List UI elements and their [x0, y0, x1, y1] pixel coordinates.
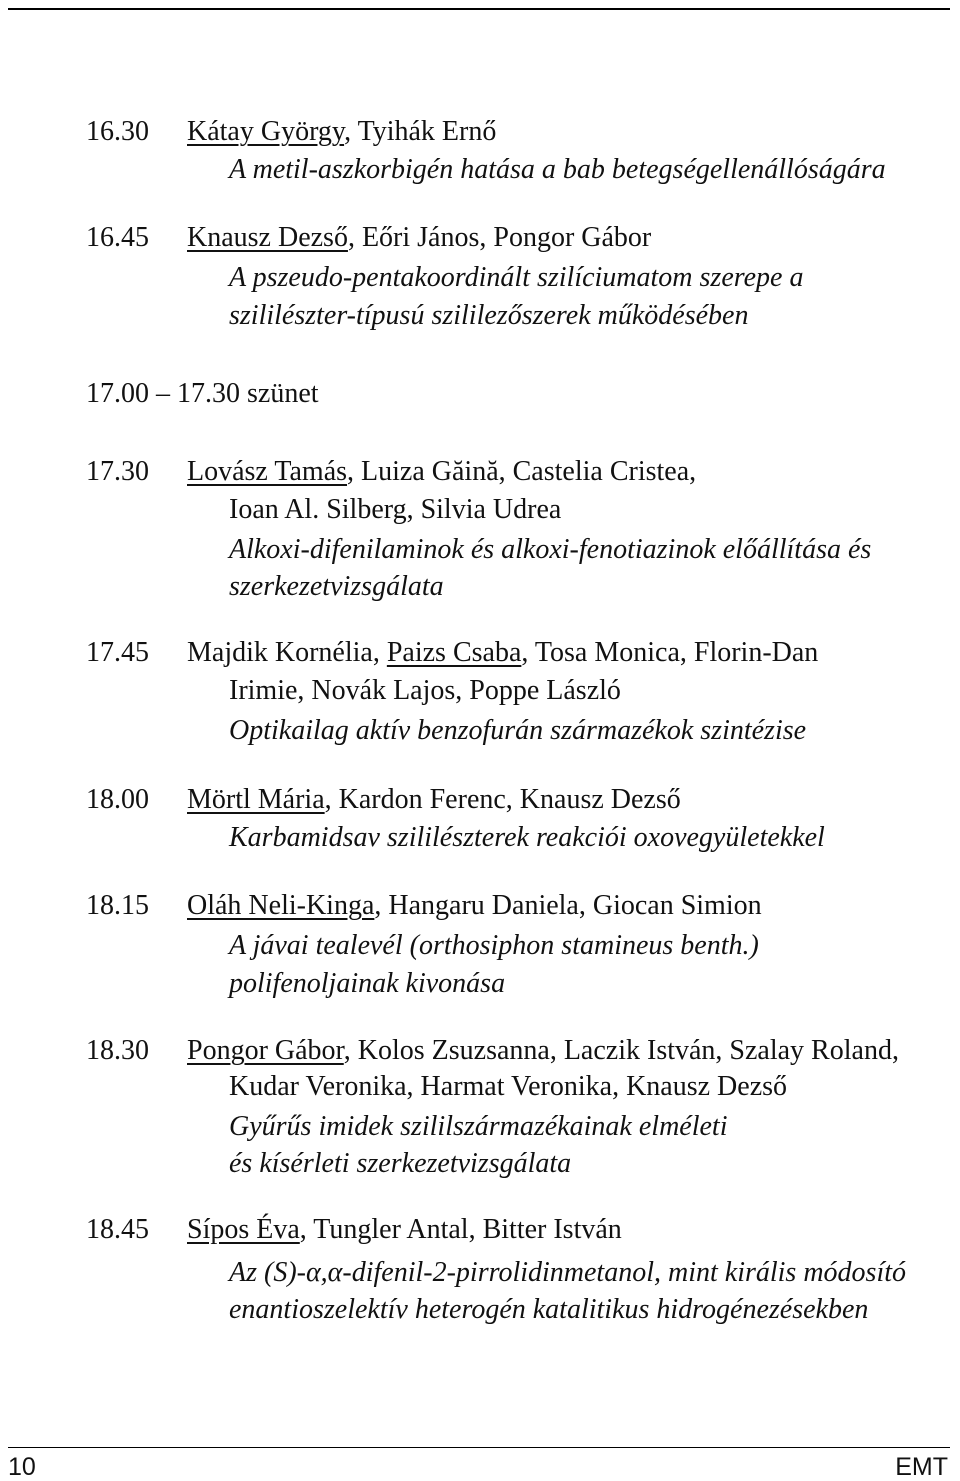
- page-number: 10: [8, 1453, 36, 1481]
- talk-title: A metil-aszkorbigén hatása a bab betegségellenállóságára: [229, 154, 886, 185]
- session-time: 16.30: [86, 116, 149, 147]
- presenter-name: Lovász Tamás: [187, 456, 348, 487]
- coauthors: Majdik Kornélia,: [187, 637, 387, 668]
- top-rule: [8, 8, 950, 10]
- coauthors: , Hangaru Daniela, Giocan Simion: [374, 890, 762, 921]
- talk-title: és kísérleti szerkezetvizsgálata: [229, 1148, 572, 1179]
- session-authors: [187, 1035, 899, 1067]
- presenter-name: Paizs Csaba: [386, 637, 522, 668]
- coauthors: , Tyihák Ernő: [344, 116, 497, 147]
- talk-title: szililészter-típusú szililezőszerek működésében: [229, 300, 749, 331]
- talk-title: Alkoxi-difenilaminok és alkoxi-fenotiazinok előállítása és: [229, 534, 872, 565]
- coauthors-continued: Kudar Veronika, Harmat Veronika, Knausz Dezső: [229, 1071, 788, 1102]
- session-time: 18.00: [86, 784, 149, 815]
- publisher-label: EMT: [895, 1453, 948, 1481]
- talk-title: Gyűrűs imidek szililszármazékainak elméleti: [229, 1111, 728, 1142]
- session-time: 18.45: [86, 1214, 149, 1245]
- title-part: Az (S)-: [229, 1257, 306, 1288]
- presenter-name: Kátay György: [187, 116, 345, 147]
- break-line: 17.00 – 17.30 szünet: [86, 378, 319, 409]
- coauthors: , Kardon Ferenc, Knausz Dezső: [324, 784, 681, 815]
- coauthors: , Tungler Antal, Bitter István: [299, 1214, 622, 1245]
- talk-title: A jávai tealevél (orthosiphon stamineus benth.): [229, 930, 759, 961]
- greek-symbols: α,α: [305, 1257, 343, 1288]
- presenter-name: Pongor Gábor: [187, 1035, 344, 1066]
- session-authors: [187, 890, 762, 922]
- talk-title: polifenoljainak kivonása: [229, 968, 506, 999]
- coauthors: , Luiza Găină, Castelia Cristea,: [347, 456, 697, 487]
- session-time: 16.45: [86, 222, 149, 253]
- talk-title: szerkezetvizsgálata: [229, 571, 444, 602]
- presenter-name: Mörtl Mária: [187, 784, 325, 815]
- coauthors-continued: Ioan Al. Silberg, Silvia Udrea: [229, 494, 562, 525]
- session-time: 17.45: [86, 637, 149, 668]
- session-time: 17.30: [86, 456, 149, 487]
- session-authors: [187, 116, 496, 148]
- session-authors: [187, 637, 818, 669]
- presenter-name: Knausz Dezső: [187, 222, 348, 253]
- session-authors: [187, 784, 681, 816]
- presenter-name: Oláh Neli-Kinga: [187, 890, 375, 921]
- footer-rule: [8, 1447, 950, 1448]
- talk-title: enantioszelektív heterogén katalitikus hidrogénezésekben: [229, 1294, 869, 1325]
- coauthors: , Tosa Monica, Florin-Dan: [521, 637, 819, 668]
- talk-title: A pszeudo-pentakoordinált szilíciumatom szerepe a: [229, 262, 804, 293]
- talk-title: Optikailag aktív benzofurán származékok szintézise: [229, 715, 807, 746]
- session-time: 18.30: [86, 1035, 149, 1066]
- coauthors: , Kolos Zsuzsanna, Laczik István, Szalay Roland,: [343, 1035, 899, 1066]
- talk-title: [229, 1257, 906, 1289]
- session-authors: [187, 1214, 622, 1246]
- session-authors: [187, 456, 696, 488]
- title-part: -difenil-2-pirrolidinmetanol, mint királis módosító: [342, 1257, 906, 1288]
- coauthors: , Eőri János, Pongor Gábor: [347, 222, 652, 253]
- session-authors: [187, 222, 651, 254]
- talk-title: Karbamidsav szililészterek reakciói oxovegyületekkel: [229, 822, 825, 853]
- coauthors-continued: Irimie, Novák Lajos, Poppe László: [229, 675, 621, 706]
- presenter-name: Sípos Éva: [187, 1214, 300, 1245]
- session-time: 18.15: [86, 890, 149, 921]
